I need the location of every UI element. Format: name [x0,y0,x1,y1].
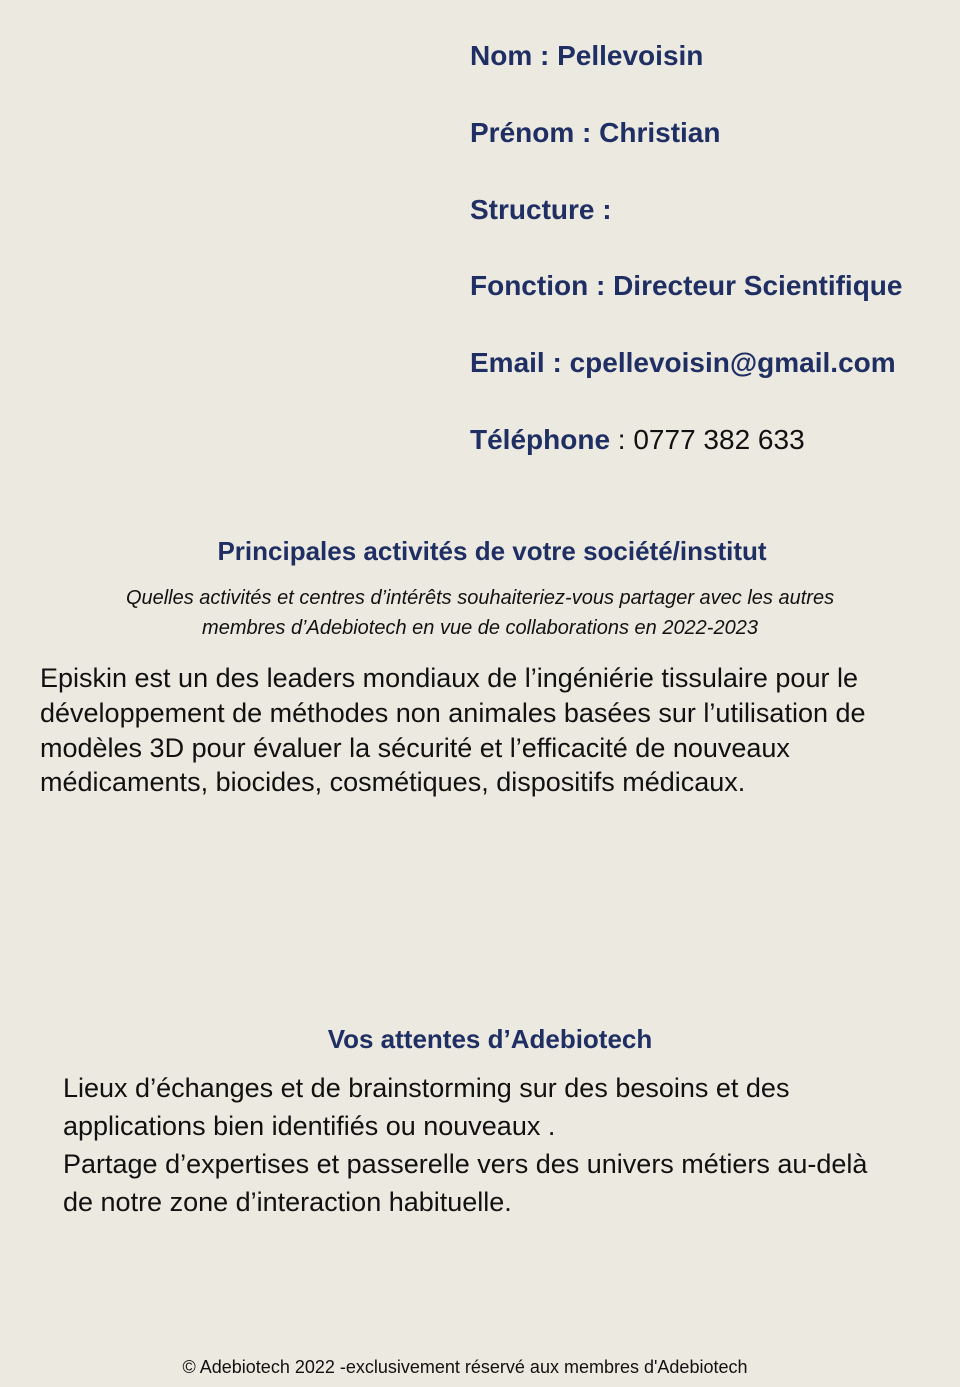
telephone-label: Téléphone [470,424,611,455]
activities-title: Principales activités de votre société/institut [217,536,767,566]
structure-field: Structure : [470,194,612,225]
prenom-field: Prénom : Christian [470,117,721,148]
expectations-paragraph-2: Partage d’expertises et passerelle vers des univers métiers au-delà de notre zone d’interaction habituelle. [63,1149,868,1217]
footer-copyright: © Adebiotech 2022 -exclusivement réservé aux membres d'Adebiotech [182,1357,748,1377]
nom-field: Nom : Pellevoisin [470,40,704,71]
telephone-value: : 0777 382 633 [610,424,805,455]
activities-subtitle-line2: membres d’Adebiotech en vue de collaborations en 2022-2023 [202,617,758,639]
activities-body: Episkin est un des leaders mondiaux de l’ingéniérie tissulaire pour le développement de méthodes non animales basées sur l’utilisation de modèles 3D pour évaluer la sécurité et l’efficacité de nouveaux médicaments, biocides, cosmétiques, dispositifs médicaux. [40,663,866,798]
expectations-title: Vos attentes d’Adebiotech [327,1024,653,1054]
fonction-field: Fonction : Directeur Scientifique [470,270,903,301]
activities-subtitle-line1: Quelles activités et centres d’intérêts souhaiteriez-vous partager avec les autres [125,587,835,609]
expectations-paragraph-1: Lieux d’échanges et de brainstorming sur des besoins et des applications bien identifiés ou nouveaux . [63,1073,790,1141]
email-field: Email : cpellevoisin@gmail.com [470,347,896,378]
telephone-field [470,422,805,458]
